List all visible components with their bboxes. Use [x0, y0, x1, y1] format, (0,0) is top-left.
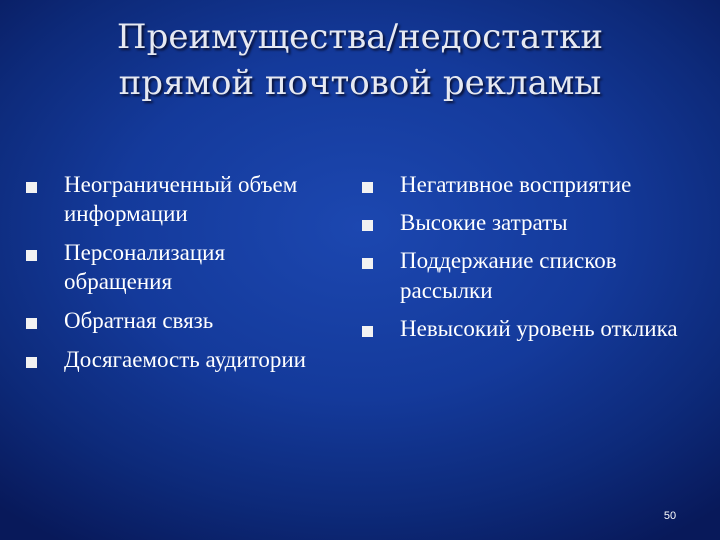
square-bullet-icon: [362, 326, 373, 337]
square-bullet-icon: [26, 182, 37, 193]
square-bullet-icon: [362, 182, 373, 193]
disadvantages-list: [362, 170, 692, 344]
advantages-list-item: [26, 306, 336, 335]
square-bullet-icon: [26, 250, 37, 261]
advantages-list: [26, 170, 336, 374]
advantages-item-text: Обратная связь: [64, 308, 214, 333]
disadvantages-list-item: [362, 208, 692, 238]
advantages-list-item: [26, 345, 336, 374]
square-bullet-icon: [26, 357, 37, 368]
square-bullet-icon: [362, 258, 373, 269]
disadvantages-list-item: [362, 170, 692, 200]
disadvantages-item-text: Невысокий уровень отклика: [400, 316, 678, 341]
slide-title-line-1: Преимущества/недостатки: [116, 17, 604, 57]
advantages-list-item: [26, 170, 336, 228]
slide-title-line-2: прямой почтовой рекламы: [118, 63, 602, 103]
square-bullet-icon: [26, 318, 37, 329]
page-number: 50: [663, 510, 677, 522]
advantages-item-text: Персонализация обращения: [64, 240, 226, 294]
slide-title: [40, 14, 680, 106]
advantages-list-item: [26, 238, 336, 296]
square-bullet-icon: [362, 220, 373, 231]
disadvantages-item-text: Поддержание списков рассылки: [400, 248, 617, 303]
advantages-item-text: Неограниченный объем информации: [64, 172, 298, 226]
disadvantages-list-item: [362, 246, 692, 306]
disadvantages-list-item: [362, 314, 692, 344]
advantages-item-text: Досягаемость аудитории: [64, 347, 306, 372]
disadvantages-item-text: Негативное восприятие: [400, 172, 632, 197]
disadvantages-item-text: Высокие затраты: [400, 210, 568, 235]
